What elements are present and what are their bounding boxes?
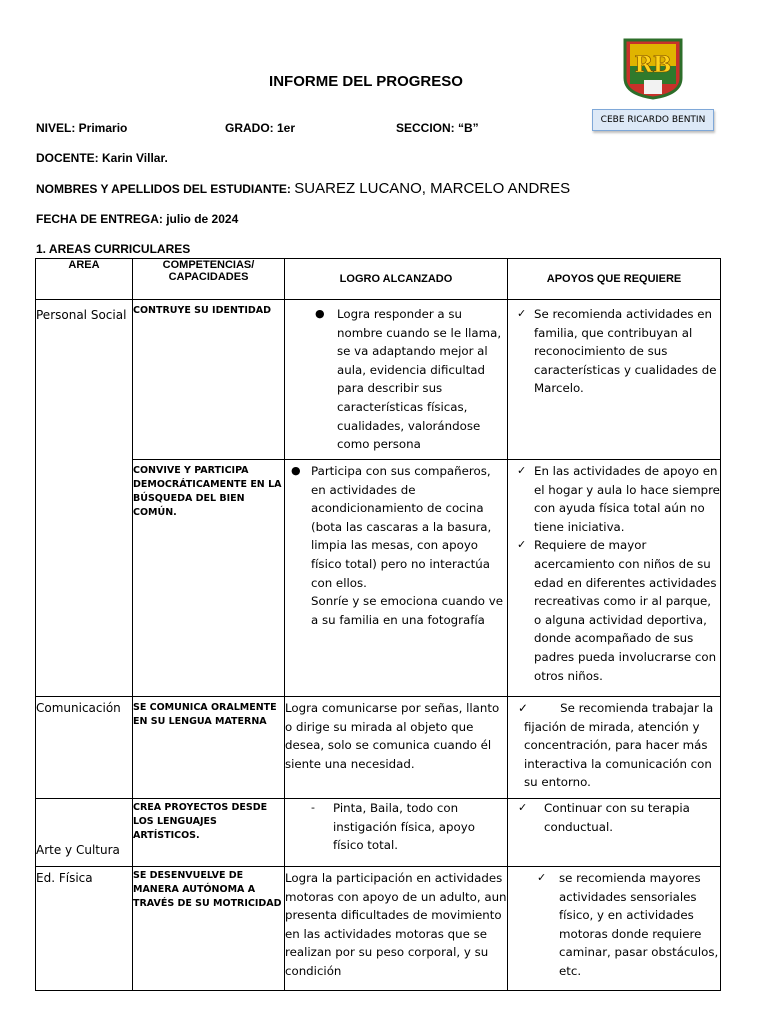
logro-cell	[285, 799, 508, 867]
apoyo-text: En las actividades de apoyo en el hogar y aula lo hace siempre con ayuda física total aún no tiene iniciativa.	[534, 464, 720, 534]
section-title: 1. AREAS CURRICULARES	[36, 242, 191, 256]
competencia-cell: CREA PROYECTOS DESDE LOS LENGUAJES ARTÍSTICOS.	[133, 799, 285, 867]
competencia-cell: SE DESENVUELVE DE MANERA AUTÓNOMA A TRAVÉS DE SU MOTRICIDAD	[133, 867, 285, 991]
area-cell: Ed. Física	[36, 867, 133, 991]
apoyos-cell	[508, 697, 721, 799]
apoyo-text: Continuar con su terapia conductual.	[544, 801, 690, 834]
header-competencias: COMPETENCIAS/ CAPACIDADES	[133, 259, 285, 300]
apoyos-cell	[508, 300, 721, 460]
logro-text: Pinta, Baila, todo con instigación física, apoyo físico total.	[333, 801, 475, 853]
apoyo-text: Se recomienda actividades en familia, que contribuyan al reconocimiento de sus características y cualidades de Marcelo.	[534, 307, 717, 396]
area-cell	[36, 300, 133, 697]
apoyo-text: Requiere de mayor acercamiento con niños de su edad en diferentes actividades recreativas como ir al parque, o alguna actividad deportiva, donde acompañado de sus padres pueda involucrarse con otros niños.	[534, 538, 717, 683]
area-cell: Comunicación	[36, 697, 133, 799]
competencia-cell: CONTRUYE SU IDENTIDAD	[133, 300, 285, 460]
apoyos-cell	[508, 867, 721, 991]
logo-letters: RB	[634, 52, 672, 78]
header-apoyos: APOYOS QUE REQUIERE	[508, 259, 721, 300]
student-label: NOMBRES Y APELLIDOS DEL ESTUDIANTE:	[36, 182, 291, 196]
logro-cell: Logra la participación en actividades motoras con apoyo de un adulto, aun presenta dificultades de movimiento en las actividades motoras que se realizan por su peso corporal, y su condición	[285, 867, 508, 991]
table-row	[36, 867, 721, 991]
checkmark-icon: ✓	[517, 464, 527, 477]
logro-extra-text: Sonríe y se emociona cuando ve a su familia en una fotografía	[311, 594, 503, 627]
checkmark-icon: ✓	[518, 801, 528, 814]
apoyos-cell	[508, 799, 721, 867]
logro-cell	[285, 300, 508, 460]
seccion-field: SECCION: “B”	[396, 121, 479, 135]
nivel-field: NIVEL: Primario	[36, 121, 128, 135]
checkmark-icon: ✓	[518, 701, 528, 715]
checkmark-icon: ✓	[537, 871, 547, 884]
apoyo-text: Se recomienda trabajar la fijación de mirada, atención y concentración, para hacer más interactiva la comunicación con su entorno.	[524, 701, 714, 790]
school-logo	[622, 36, 684, 100]
logro-cell: Logra comunicarse por señas, llanto o dirige su mirada al objeto que desea, solo se comunica cuando él siente una necesidad.	[285, 697, 508, 799]
checkmark-icon: ✓	[517, 307, 527, 320]
area-cell	[36, 799, 133, 867]
apoyo-text: se recomienda mayores actividades sensoriales físico, y en actividades motoras donde requiere caminar, pasar obstáculos, etc.	[559, 871, 719, 978]
school-name-box: CEBE RICARDO BENTIN	[592, 109, 714, 131]
header-area: AREA	[36, 259, 133, 300]
grado-field: GRADO: 1er	[225, 121, 296, 135]
table-row	[36, 300, 721, 460]
area-label: Arte y Cultura	[36, 843, 120, 857]
table-row	[36, 460, 721, 697]
curricular-areas-table	[35, 258, 721, 991]
student-field	[36, 180, 570, 197]
logro-cell	[285, 460, 508, 697]
dash-icon: -	[311, 801, 315, 814]
logro-text: Logra responder a su nombre cuando se le llama, se va adaptando mejor al aula, evidencia dificultad para describir sus características físicas, cualidades, valorándose como persona	[337, 307, 502, 452]
logro-text: Participa con sus compañeros, en actividades de acondicionamiento de cocina (bota las cascaras a la basura, limpia las mesas, con apoyo físico total) pero no interactúa con ellos.	[311, 464, 492, 590]
table-header-row	[36, 259, 721, 300]
table-row	[36, 799, 721, 867]
table-row	[36, 697, 721, 799]
fecha-field: FECHA DE ENTREGA: julio de 2024	[36, 212, 239, 226]
apoyos-cell	[508, 460, 721, 697]
document-title: INFORME DEL PROGRESO	[269, 73, 463, 90]
area-label: Personal Social	[36, 308, 127, 322]
competencia-cell: CONVIVE Y PARTICIPA DEMOCRÁTICAMENTE EN LA BÚSQUEDA DEL BIEN COMÚN.	[133, 460, 285, 697]
student-name: SUAREZ LUCANO, MARCELO ANDRES	[294, 180, 571, 197]
competencia-cell: SE COMUNICA ORALMENTE EN SU LENGUA MATERNA	[133, 697, 285, 799]
docente-field: DOCENTE: Karin Villar.	[36, 151, 168, 165]
header-logro: LOGRO ALCANZADO	[285, 259, 508, 300]
bullet-icon: ●	[315, 307, 325, 320]
checkmark-icon: ✓	[517, 538, 527, 552]
bullet-icon: ●	[291, 464, 301, 477]
